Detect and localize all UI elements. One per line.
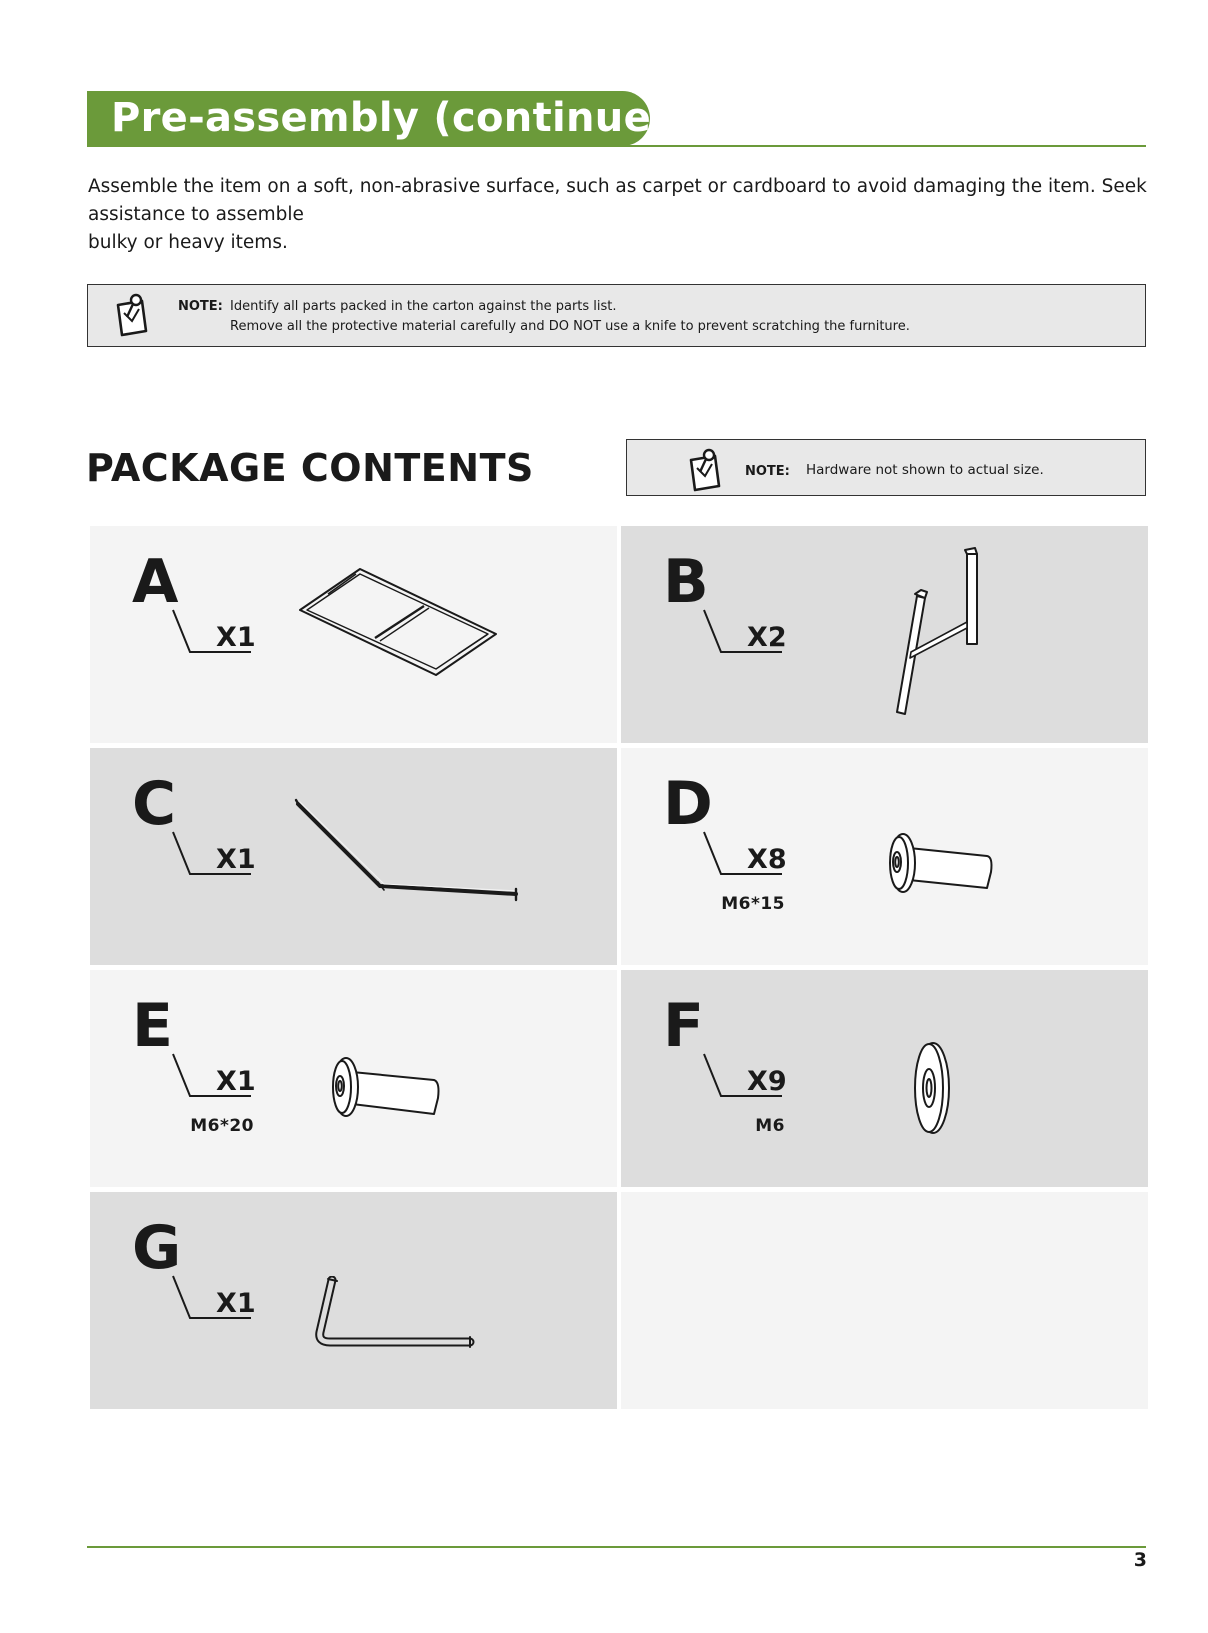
intro-line: Assemble the item on a soft, non-abrasive surface, such as carpet or cardboard to avoid damaging the item. Seek [88, 176, 1147, 197]
table-frame-icon [298, 566, 498, 676]
part-letter: A [132, 547, 179, 617]
empty-cell [621, 1192, 1148, 1409]
package-contents-title: PACKAGE CONTENTS [86, 446, 534, 490]
pinned-note-icon [112, 291, 152, 337]
part-quantity: X9 [747, 1066, 787, 1097]
part-cell-d [621, 748, 1148, 965]
intro-line: bulky or heavy items. [88, 232, 288, 253]
intro-paragraph [88, 173, 1148, 257]
part-letter: C [132, 769, 177, 839]
part-cell-f [621, 970, 1148, 1187]
note-line: Hardware not shown to actual size. [806, 462, 1044, 478]
part-cell-e [90, 970, 617, 1187]
part-spec: M6 [755, 1116, 785, 1136]
part-quantity: X2 [747, 622, 787, 653]
allen-key-icon [310, 1276, 476, 1348]
note-line: Remove all the protective material carefully and DO NOT use a knife to prevent scratching the furniture. [230, 319, 910, 334]
note-label: NOTE: [745, 464, 790, 479]
part-letter: G [132, 1213, 182, 1283]
part-cell-c [90, 748, 617, 965]
note-line: Identify all parts packed in the carton against the parts list. [230, 299, 617, 314]
part-letter: D [663, 769, 713, 839]
part-cell-a [90, 526, 617, 743]
part-cell-b [621, 526, 1148, 743]
part-letter: F [663, 991, 704, 1061]
pinned-note-icon [685, 446, 725, 492]
support-bar-icon [294, 798, 524, 908]
part-quantity: X1 [216, 844, 256, 875]
page-number: 3 [1133, 1549, 1147, 1571]
section-header-bar [87, 91, 699, 146]
header-divider [87, 145, 1146, 147]
section-title: Pre-assembly (continued) [111, 95, 699, 141]
note-label: NOTE: [178, 299, 223, 314]
bolt-icon [883, 832, 995, 896]
part-letter: B [663, 547, 709, 617]
part-quantity: X1 [216, 622, 256, 653]
part-letter: E [132, 991, 173, 1061]
part-quantity: X1 [216, 1066, 256, 1097]
footer-divider [87, 1546, 1146, 1548]
intro-line: assistance to assemble [88, 204, 304, 225]
washer-icon [909, 1040, 953, 1136]
part-spec: M6*20 [190, 1116, 254, 1136]
long-bolt-icon [326, 1056, 442, 1120]
part-cell-g [90, 1192, 617, 1409]
parts-note-box [87, 284, 1146, 347]
part-quantity: X1 [216, 1288, 256, 1319]
part-quantity: X8 [747, 844, 787, 875]
part-spec: M6*15 [721, 894, 785, 914]
hardware-note-box [626, 439, 1146, 496]
leg-frame-icon [881, 546, 991, 716]
